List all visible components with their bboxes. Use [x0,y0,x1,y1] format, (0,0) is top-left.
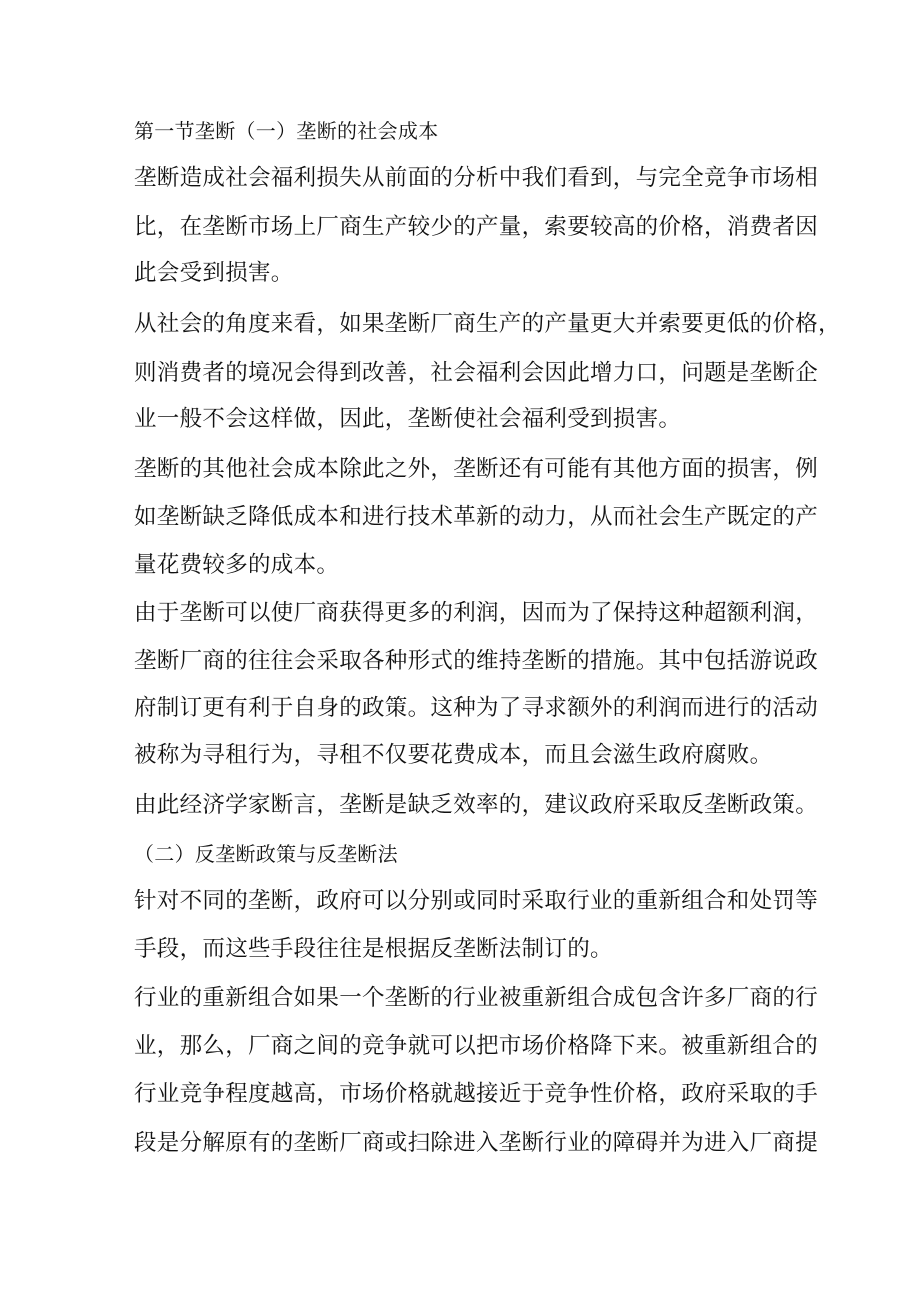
paragraph-line: 比，在垄断市场上厂商生产较少的产量，索要较高的价格，消费者因 [134,214,819,240]
paragraph-line: 府制订更有利于自身的政策。这种为了寻求额外的利润而进行的活动 [134,695,819,721]
section-heading: （二）反垄断政策与反垄断法 [134,842,398,866]
paragraph-line: 业一般不会这样做，因此，垄断使社会福利受到损害。 [134,406,682,432]
paragraph-line: 垄断造成社会福利损失从前面的分析中我们看到，与完全竞争市场相 [134,165,819,191]
paragraph-line: 由此经济学家断言，垄断是缺乏效率的，建议政府采取反垄断政策。 [134,792,819,818]
paragraph-line: 针对不同的垄断，政府可以分别或同时采取行业的重新组合和处罚等 [134,888,819,914]
paragraph-line: 则消费者的境况会得到改善，社会福利会因此增力口，问题是垄断企 [134,360,819,386]
paragraph-line: 如垄断缺乏降低成本和进行技术革新的动力，从而社会生产既定的产 [134,504,819,530]
paragraph-line: 业，那么，厂商之间的竞争就可以把市场价格降下来。被重新组合的 [134,1033,819,1059]
paragraph-line: 行业竞争程度越高，市场价格就越接近于竞争性价格，政府采取的手 [134,1081,819,1107]
paragraph-line: 段是分解原有的垄断厂商或扫除进入垄断行业的障碍并为进入厂商提 [134,1130,819,1156]
section-heading: 第一节垄断（一）垄断的社会成本 [134,119,439,143]
paragraph-line: 垄断的其他社会成本除此之外，垄断还有可能有其他方面的损害，例 [134,456,819,482]
paragraph-line: 行业的重新组合如果一个垄断的行业被重新组合成包含许多厂商的行 [134,985,819,1011]
paragraph-line: 此会受到损害。 [134,260,294,286]
paragraph-line: 垄断厂商的往往会采取各种形式的维持垄断的措施。其中包括游说政 [134,648,819,674]
paragraph-line: 由于垄断可以使厂商获得更多的利润，因而为了保持这种超额利润， [134,600,819,626]
paragraph-line: 从社会的角度来看，如果垄断厂商生产的产量更大并索要更低的价格， [134,311,841,337]
paragraph-line: 量花费较多的成本。 [134,552,340,578]
paragraph-line: 被称为寻租行为，寻租不仅要花费成本，而且会滋生政府腐败。 [134,742,773,768]
paragraph-line: 手段，而这些手段往往是根据反垄断法制订的。 [134,936,613,962]
